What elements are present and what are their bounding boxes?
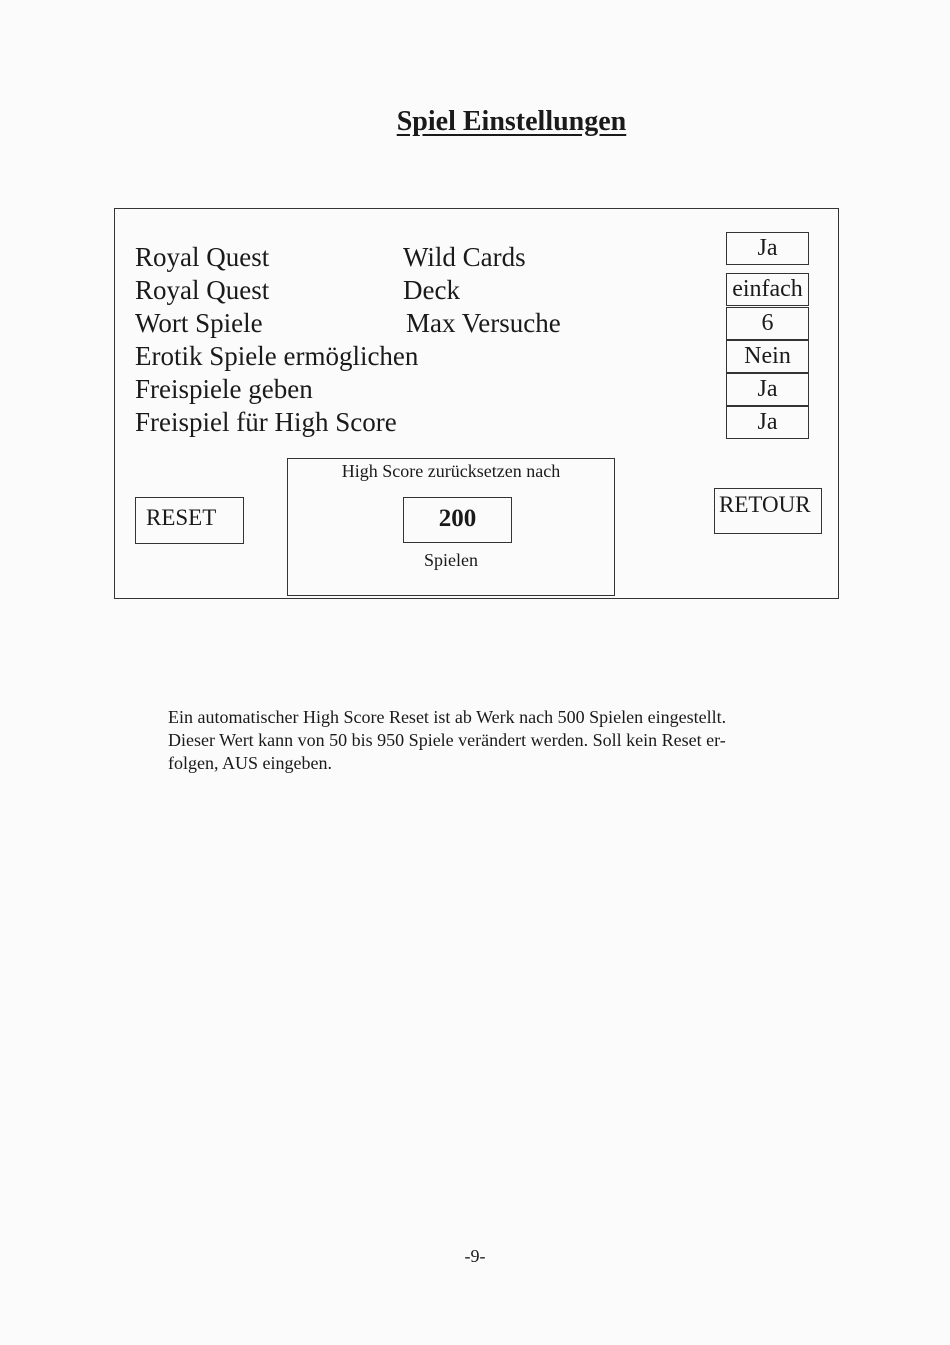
page-number: -9- — [464, 1246, 486, 1266]
info-note-line: Ein automatischer High Score Reset ist ab Werk nach 500 Spielen eingestellt. — [168, 707, 727, 727]
setting-label: Erotik Spiele ermöglichen — [135, 341, 419, 371]
info-note — [168, 706, 778, 775]
value-field-freispiele[interactable]: Ja — [726, 373, 809, 406]
highscore-reset-caption: High Score zurücksetzen nach — [341, 461, 561, 481]
page-title: Spiel Einstellungen — [396, 106, 627, 137]
setting-label: Royal Quest — [135, 242, 270, 272]
info-note-line: Dieser Wert kann von 50 bis 950 Spiele verändert werden. Soll kein Reset er- — [168, 730, 726, 750]
highscore-reset-value-field[interactable]: 200 — [403, 497, 512, 543]
reset-button[interactable]: RESET — [135, 497, 244, 544]
highscore-reset-box — [287, 458, 615, 596]
value-field-wild-cards[interactable]: Ja — [726, 232, 809, 265]
highscore-reset-unit: Spielen — [424, 550, 478, 570]
value-field-deck[interactable]: einfach — [726, 273, 809, 306]
setting-option: Max Versuche — [406, 308, 561, 338]
settings-panel — [114, 208, 839, 599]
value-field-freispiel-high-score[interactable]: Ja — [726, 406, 809, 439]
setting-label: Wort Spiele — [135, 308, 263, 338]
info-note-line: folgen, AUS eingeben. — [168, 753, 332, 773]
value-field-max-versuche[interactable]: 6 — [726, 307, 809, 340]
setting-label: Freispiel für High Score — [135, 407, 397, 437]
retour-button[interactable]: RETOUR — [714, 488, 822, 534]
value-field-erotik[interactable]: Nein — [726, 340, 809, 373]
setting-label: Freispiele geben — [135, 374, 313, 404]
setting-option: Deck — [403, 275, 460, 305]
setting-option: Wild Cards — [403, 242, 526, 272]
setting-label: Royal Quest — [135, 275, 270, 305]
